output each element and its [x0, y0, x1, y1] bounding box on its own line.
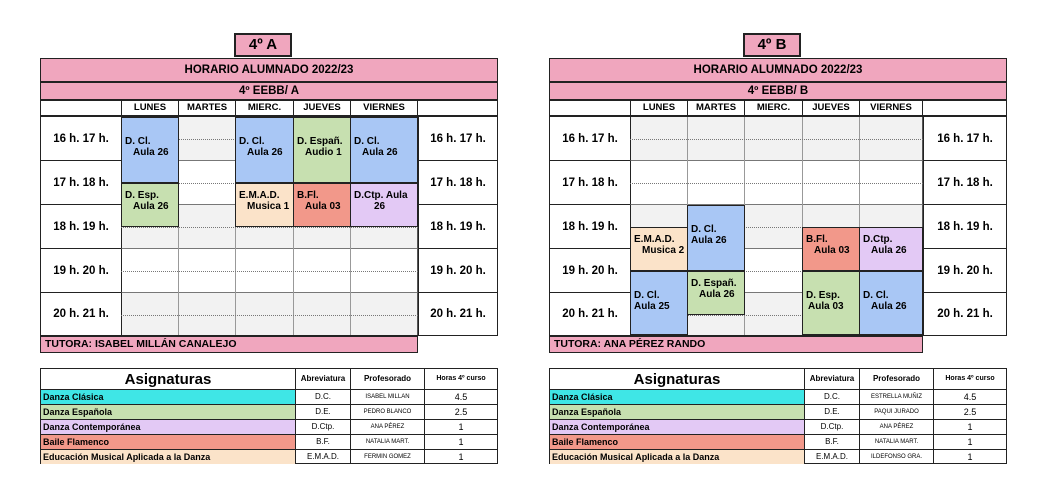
class-block-de[interactable] — [687, 271, 745, 315]
class-name: D. Cl. — [863, 290, 889, 301]
subjects-table — [40, 368, 498, 464]
day-header-viernes: VIERNES — [859, 101, 923, 115]
subject-prof: ANA PÉREZ — [350, 420, 424, 434]
time-label-right: 19 h. 20 h. — [418, 249, 497, 293]
day-header-martes: MARTES — [687, 101, 744, 115]
class-name: D. Cl. — [634, 290, 660, 301]
day-header-miercoles: MIERC. — [744, 101, 802, 115]
class-name: B.Fl. — [297, 190, 319, 201]
class-name: E.M.A.D. — [239, 190, 280, 201]
half-hour-line — [630, 183, 923, 184]
class-block-dcl[interactable] — [687, 205, 745, 271]
half-hour-line — [630, 139, 923, 140]
day-header-miercoles: MIERC. — [235, 101, 293, 115]
subject-name: Educación Musical Aplicada a la Danza — [550, 450, 804, 464]
time-label-left: 18 h. 19 h. — [41, 205, 121, 249]
schedule-subtitle: 4º EEBB/ B — [549, 82, 1007, 100]
subject-name: Educación Musical Aplicada a la Danza — [41, 450, 295, 464]
subject-hours: 1 — [424, 420, 497, 434]
class-name: D. Cl. — [691, 224, 717, 235]
class-block-dcl[interactable] — [121, 117, 179, 183]
subject-hours: 1 — [424, 435, 497, 449]
time-label-left: 20 h. 21 h. — [562, 308, 618, 320]
subjects-title: Asignaturas — [633, 371, 721, 388]
subject-hours: 2.5 — [933, 405, 1006, 419]
tutor-label: TUTORA: ANA PÉREZ RANDO — [549, 336, 923, 353]
class-name: D. Españ. — [297, 136, 343, 147]
class-block-dcl[interactable] — [630, 271, 688, 335]
class-name: D. Esp. — [806, 290, 840, 301]
time-label-right: 17 h. 18 h. — [418, 161, 497, 205]
subject-abbr: D.C. — [804, 390, 859, 404]
class-block-de[interactable] — [293, 117, 351, 183]
class-block-de[interactable] — [121, 183, 179, 227]
subject-row — [41, 449, 497, 464]
subject-abbr: E.M.A.D. — [804, 450, 859, 464]
subject-row — [550, 434, 1006, 449]
subjects-title: Asignaturas — [124, 371, 212, 388]
class-name: B.Fl. — [806, 234, 828, 245]
days-header-row — [549, 100, 1007, 116]
group-label: 4º B — [743, 33, 801, 57]
subject-prof: NATALIA MART. — [350, 435, 424, 449]
half-hour-line — [121, 315, 418, 316]
time-label-right: 18 h. 19 h. — [923, 205, 1006, 249]
subject-prof: NATALIA MART. — [859, 435, 933, 449]
time-label-left: 16 h. 17 h. — [41, 117, 121, 161]
subject-abbr: D.Ctp. — [804, 420, 859, 434]
day-header-lunes: LUNES — [121, 101, 178, 115]
time-label-left: 18 h. 19 h. — [550, 205, 630, 249]
subject-prof: ISABEL MILLAN — [350, 390, 424, 404]
time-label-right: 18 h. 19 h. — [418, 205, 497, 249]
class-block-emad[interactable] — [630, 227, 688, 271]
subject-hours: 1 — [933, 435, 1006, 449]
class-block-dctp[interactable] — [859, 227, 923, 271]
time-label-right: 19 h. 20 h. — [923, 249, 1006, 293]
class-room: Aula 25 — [634, 301, 670, 312]
class-block-bf[interactable] — [802, 227, 860, 271]
timetable-grid — [549, 116, 1007, 336]
day-header-viernes: VIERNES — [350, 101, 418, 115]
class-block-dctp[interactable] — [350, 183, 418, 227]
schedule-title: HORARIO ALUMNADO 2022/23 — [40, 58, 498, 82]
class-room: Aula 26 — [247, 147, 283, 158]
group-label: 4º A — [234, 33, 292, 57]
subject-row — [41, 434, 497, 449]
day-header-martes: MARTES — [178, 101, 235, 115]
day-header-lunes: LUNES — [630, 101, 687, 115]
class-room: Aula 26 — [871, 301, 907, 312]
class-name: D.Ctp. — [863, 234, 893, 245]
class-block-dcl[interactable] — [235, 117, 294, 183]
column-header-abbr: Abreviatura — [804, 369, 859, 389]
class-name: D. Cl. — [239, 136, 265, 147]
subject-prof: PAQUI JURADO — [859, 405, 933, 419]
time-label-right: 20 h. 21 h. — [418, 293, 497, 335]
class-room: Aula 26 — [699, 289, 735, 300]
subject-name: Danza Española — [550, 405, 804, 419]
class-room: 26 — [374, 201, 386, 212]
column-header-prof: Profesorado — [859, 369, 933, 389]
subject-prof: ANA PÉREZ — [859, 420, 933, 434]
subject-name: Danza Clásica — [41, 390, 295, 404]
subject-prof: ILDEFONSO GRA. — [859, 450, 933, 464]
subject-hours: 4.5 — [933, 390, 1006, 404]
class-name: D. Cl. — [354, 136, 380, 147]
subject-prof: FERMIN GOMEZ — [350, 450, 424, 464]
subject-abbr: D.C. — [295, 390, 350, 404]
class-room: Musica 1 — [247, 201, 290, 212]
subject-abbr: B.F. — [804, 435, 859, 449]
day-header-jueves: JUEVES — [293, 101, 350, 115]
class-name: D.Ctp. Aula — [354, 190, 408, 201]
subject-row — [41, 404, 497, 419]
subject-row — [41, 389, 497, 404]
class-room: Aula 26 — [133, 147, 169, 158]
column-header-hours: Horas 4º curso — [933, 369, 1006, 389]
half-hour-line — [121, 271, 418, 272]
column-header-abbr: Abreviatura — [295, 369, 350, 389]
class-room: Aula 26 — [691, 235, 727, 246]
subject-hours: 1 — [933, 420, 1006, 434]
schedule-subtitle: 4º EEBB/ A — [40, 82, 498, 100]
subject-name: Baile Flamenco — [41, 435, 295, 449]
subject-name: Baile Flamenco — [550, 435, 804, 449]
class-block-dcl[interactable] — [350, 117, 418, 183]
subject-hours: 4.5 — [424, 390, 497, 404]
schedule-panel-4b — [549, 0, 1009, 504]
schedule-title: HORARIO ALUMNADO 2022/23 — [549, 58, 1007, 82]
time-label-right: 17 h. 18 h. — [923, 161, 1006, 205]
class-name: D. Cl. — [125, 136, 151, 147]
time-label-left: 17 h. 18 h. — [41, 161, 121, 205]
class-name: E.M.A.D. — [634, 234, 675, 245]
time-label-right: 16 h. 17 h. — [418, 117, 497, 161]
subject-hours: 2.5 — [424, 405, 497, 419]
schedule-panel-4a — [40, 0, 500, 504]
subject-abbr: D.Ctp. — [295, 420, 350, 434]
time-label-right: 20 h. 21 h. — [923, 293, 1006, 335]
time-label-right: 16 h. 17 h. — [923, 117, 1006, 161]
time-label-left: 19 h. 20 h. — [550, 249, 630, 293]
class-room: Aula 03 — [808, 301, 844, 312]
subject-abbr: E.M.A.D. — [295, 450, 350, 464]
day-header-jueves: JUEVES — [802, 101, 859, 115]
class-room: Aula 26 — [133, 201, 169, 212]
subject-abbr: D.E. — [804, 405, 859, 419]
subject-name: Danza Contemporánea — [41, 420, 295, 434]
time-label-left: 20 h. 21 h. — [53, 308, 109, 320]
class-block-bf[interactable] — [293, 183, 351, 227]
class-name: D. Esp. — [125, 190, 159, 201]
timeslot-row — [121, 293, 418, 335]
time-label-left: 19 h. 20 h. — [41, 249, 121, 293]
subject-abbr: D.E. — [295, 405, 350, 419]
column-header-prof: Profesorado — [350, 369, 424, 389]
subjects-table — [549, 368, 1007, 464]
subject-row — [550, 389, 1006, 404]
class-name: D. Españ. — [691, 278, 737, 289]
tutor-label: TUTORA: ISABEL MILLÁN CANALEJO — [40, 336, 418, 353]
class-room: Aula 26 — [362, 147, 398, 158]
class-block-de[interactable] — [802, 271, 860, 335]
class-room: Aula 03 — [305, 201, 341, 212]
subject-hours: 1 — [933, 450, 1006, 464]
class-room: Audio 1 — [305, 147, 342, 158]
subject-name: Danza Contemporánea — [550, 420, 804, 434]
subject-prof: PEDRO BLANCO — [350, 405, 424, 419]
timetable-grid — [40, 116, 498, 336]
class-room: Musica 2 — [642, 245, 685, 256]
subject-row — [550, 404, 1006, 419]
class-room: Aula 26 — [871, 245, 907, 256]
subject-row — [550, 449, 1006, 464]
subject-abbr: B.F. — [295, 435, 350, 449]
subject-name: Danza Española — [41, 405, 295, 419]
time-label-left: 17 h. 18 h. — [550, 161, 630, 205]
subject-row — [41, 419, 497, 434]
time-label-left: 16 h. 17 h. — [550, 117, 630, 161]
subject-name: Danza Clásica — [550, 390, 804, 404]
class-room: Aula 03 — [814, 245, 850, 256]
days-header-row — [40, 100, 498, 116]
half-hour-line — [121, 227, 418, 228]
column-header-hours: Horas 4º curso — [424, 369, 497, 389]
subject-row — [550, 419, 1006, 434]
class-block-dcl[interactable] — [859, 271, 923, 335]
subject-prof: ESTRELLA MUÑIZ — [859, 390, 933, 404]
subject-hours: 1 — [424, 450, 497, 464]
class-block-emad[interactable] — [235, 183, 294, 227]
